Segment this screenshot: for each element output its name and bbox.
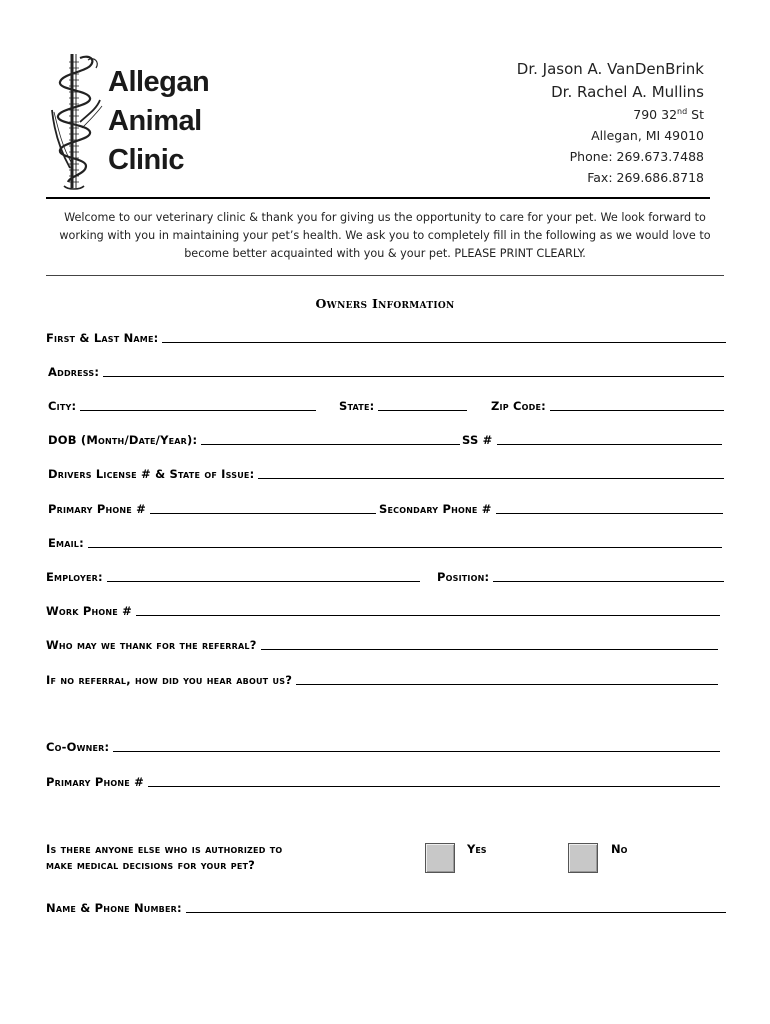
street-name: St bbox=[687, 107, 704, 122]
clinic-name bbox=[108, 63, 209, 180]
address-label: Address: bbox=[48, 365, 100, 379]
secondary-phone-field[interactable] bbox=[379, 499, 723, 517]
city-line[interactable] bbox=[80, 410, 316, 411]
heard-about-field[interactable] bbox=[46, 670, 718, 688]
state-label: State: bbox=[339, 399, 375, 413]
authorized-question bbox=[46, 841, 386, 873]
first-last-name-label: First & Last Name: bbox=[46, 331, 159, 345]
heard-about-label: If no referral, how did you hear about us? bbox=[46, 673, 293, 687]
header-divider bbox=[46, 197, 710, 199]
yes-checkbox[interactable] bbox=[425, 843, 455, 873]
caduceus-icon bbox=[50, 50, 106, 192]
dob-line[interactable] bbox=[201, 444, 460, 445]
employer-line[interactable] bbox=[107, 581, 420, 582]
ss-field[interactable] bbox=[462, 430, 722, 448]
co-owner-field[interactable] bbox=[46, 737, 720, 755]
city-label: City: bbox=[48, 399, 77, 413]
street-ordinal: nd bbox=[677, 106, 688, 116]
primary-phone-field[interactable] bbox=[48, 499, 376, 517]
doctor-name-1: Dr. Jason A. VanDenBrink bbox=[516, 60, 704, 78]
position-line[interactable] bbox=[493, 581, 724, 582]
state-field[interactable] bbox=[339, 396, 467, 414]
drivers-license-label: Drivers License # & State of Issue: bbox=[48, 467, 255, 481]
state-line[interactable] bbox=[378, 410, 467, 411]
section-title: Owners Information bbox=[315, 296, 455, 311]
dob-field[interactable] bbox=[48, 430, 460, 448]
secondary-phone-label: Secondary Phone # bbox=[379, 502, 492, 516]
zip-code-line[interactable] bbox=[550, 410, 724, 411]
work-phone-field[interactable] bbox=[46, 601, 720, 619]
city-field[interactable] bbox=[48, 396, 316, 414]
clinic-fax: Fax: 269.686.8718 bbox=[587, 170, 704, 185]
email-label: Email: bbox=[48, 536, 84, 550]
zip-code-field[interactable] bbox=[491, 396, 724, 414]
clinic-logo bbox=[50, 50, 240, 195]
clinic-phone: Phone: 269.673.7488 bbox=[569, 149, 704, 164]
yes-label: Yes bbox=[467, 842, 487, 856]
drivers-license-field[interactable] bbox=[48, 464, 724, 482]
referral-label: Who may we thank for the referral? bbox=[46, 638, 257, 652]
ss-line[interactable] bbox=[497, 444, 723, 445]
welcome-divider bbox=[46, 275, 724, 276]
co-owner-primary-phone-label: Primary Phone # bbox=[46, 775, 144, 789]
work-phone-label: Work Phone # bbox=[46, 604, 132, 618]
email-line[interactable] bbox=[88, 547, 722, 548]
primary-phone-line[interactable] bbox=[150, 513, 376, 514]
clinic-name-line-2: Animal bbox=[108, 105, 202, 137]
welcome-paragraph: Welcome to our veterinary clinic & thank you for giving us the opportunity to care for your pet. We look forward to working with you in maintaining your pet’s health. We ask you to completely fill in the following as we would love to become better acquainted with you & your pet. PLEASE PRINT CLEARLY. bbox=[59, 211, 711, 260]
co-owner-line[interactable] bbox=[113, 751, 720, 752]
name-phone-number-field[interactable] bbox=[46, 898, 726, 916]
street-number: 790 32 bbox=[633, 107, 678, 122]
authorized-question-line-1: Is there anyone else who is authorized to bbox=[46, 842, 283, 856]
no-checkbox[interactable] bbox=[568, 843, 598, 873]
ss-label: SS # bbox=[462, 433, 493, 447]
dob-label: DOB (Month/Date/Year): bbox=[48, 433, 198, 447]
street-address bbox=[517, 104, 704, 125]
name-phone-number-line[interactable] bbox=[186, 912, 726, 913]
position-field[interactable] bbox=[437, 567, 724, 585]
secondary-phone-line[interactable] bbox=[496, 513, 723, 514]
clinic-contact-block bbox=[517, 58, 704, 188]
address-line[interactable] bbox=[103, 376, 724, 377]
address-field[interactable] bbox=[48, 362, 724, 380]
employer-field[interactable] bbox=[46, 567, 420, 585]
zip-code-label: Zip Code: bbox=[491, 399, 546, 413]
heard-about-line[interactable] bbox=[296, 684, 718, 685]
first-last-name-field[interactable] bbox=[46, 328, 726, 346]
primary-phone-label: Primary Phone # bbox=[48, 502, 146, 516]
position-label: Position: bbox=[437, 570, 490, 584]
employer-label: Employer: bbox=[46, 570, 103, 584]
co-owner-primary-phone-line[interactable] bbox=[148, 786, 720, 787]
first-last-name-line[interactable] bbox=[162, 342, 726, 343]
name-phone-number-label: Name & Phone Number: bbox=[46, 901, 182, 915]
doctor-name-2: Dr. Rachel A. Mullins bbox=[551, 83, 704, 101]
co-owner-label: Co-Owner: bbox=[46, 740, 110, 754]
city-state-zip: Allegan, MI 49010 bbox=[591, 128, 704, 143]
email-field[interactable] bbox=[48, 533, 722, 551]
authorized-question-line-2: make medical decisions for your pet? bbox=[46, 858, 256, 872]
referral-field[interactable] bbox=[46, 635, 718, 653]
no-label: No bbox=[611, 842, 628, 856]
referral-line[interactable] bbox=[261, 649, 718, 650]
work-phone-line[interactable] bbox=[136, 615, 720, 616]
drivers-license-line[interactable] bbox=[258, 478, 724, 479]
clinic-name-line-1: Allegan bbox=[108, 66, 210, 98]
clinic-name-line-3: Clinic bbox=[108, 144, 184, 176]
co-owner-primary-phone-field[interactable] bbox=[46, 772, 720, 790]
